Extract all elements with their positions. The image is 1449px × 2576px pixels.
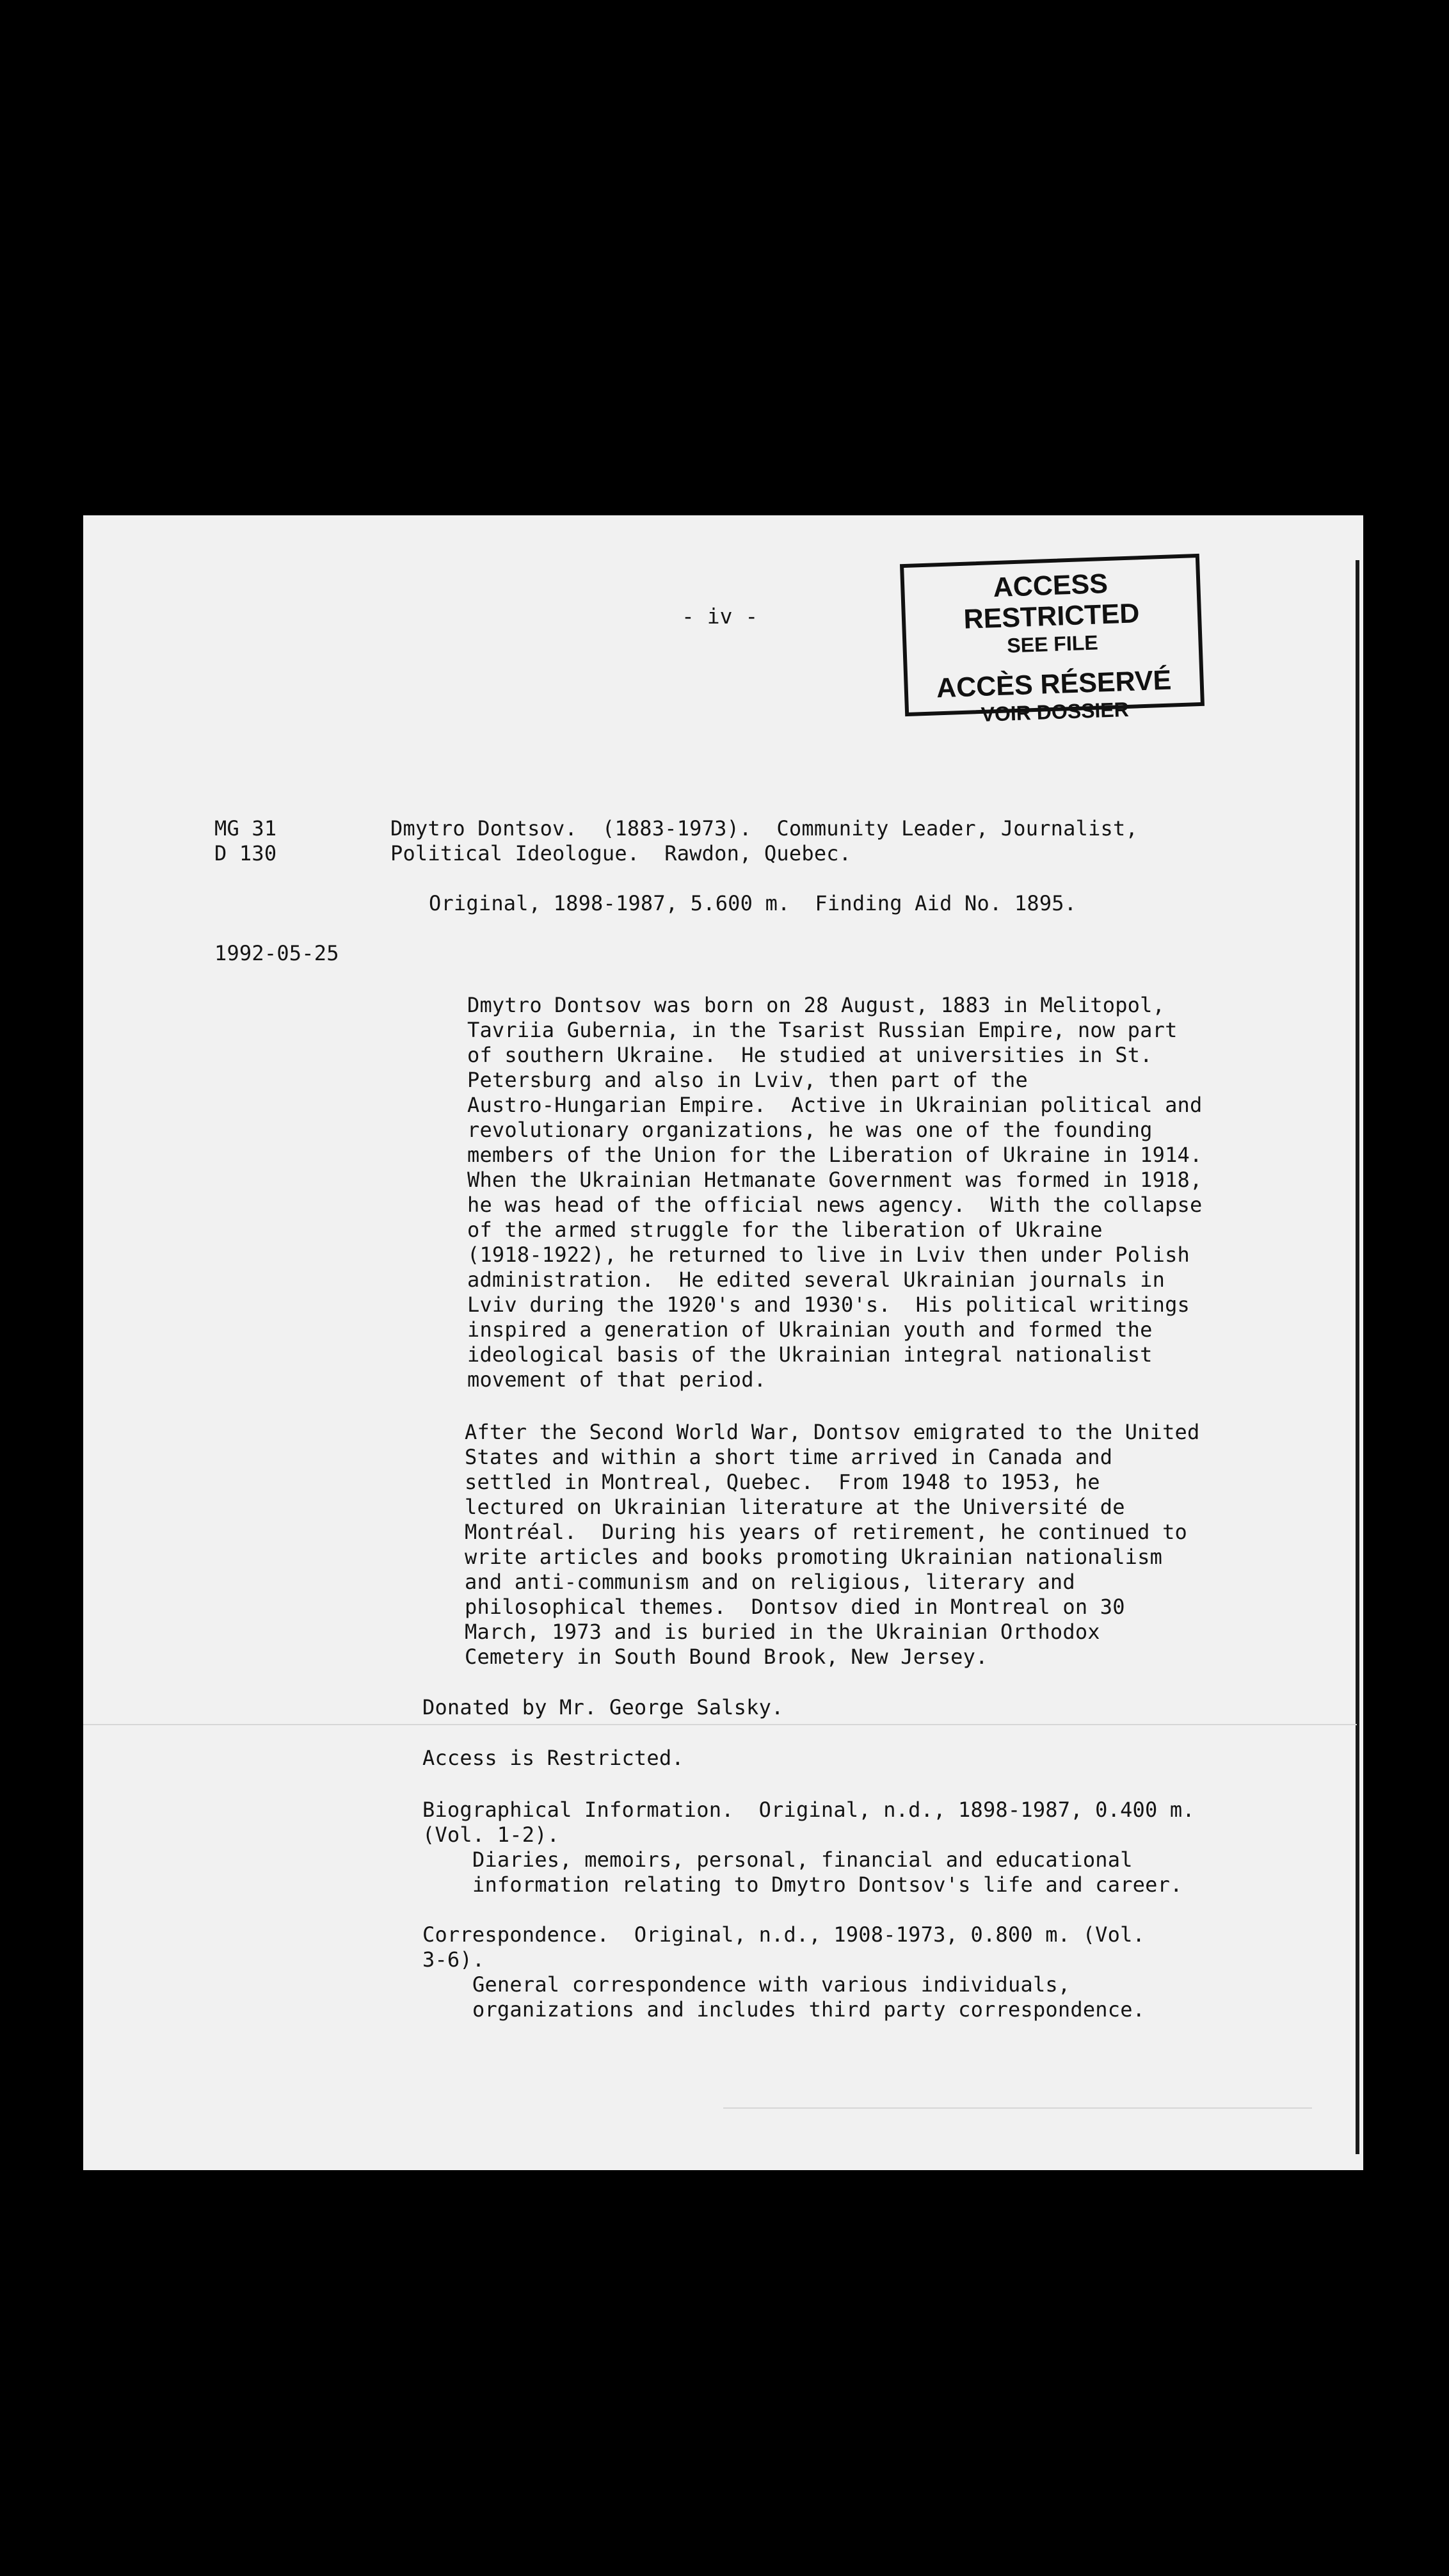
donor-statement: Donated by Mr. George Salsky. <box>422 1695 784 1719</box>
biography-paragraph-2: After the Second World War, Dontsov emigrated to the United States and within a short time arrived in Canada and settled in Montreal, Quebec. From 1948 to 1953, he lectured on Ukrainian literature at the Université de Montréal. During his years of retirement, he continued to write articles and books promoting Ukrainian nationalism and anti-communism and on religious, literary and philosophical themes. Dontsov died in Montreal on 30 March, 1973 and is buried in the Ukrainian Orthodox Cemetery in South Bound Brook, New Jersey. <box>465 1420 1200 1669</box>
fonds-reference: MG 31 D 130 <box>214 816 277 865</box>
series-description-biographical: Diaries, memoirs, personal, financial and educational information relating to Dmytro Dontsov's life and career. <box>472 1847 1183 1897</box>
access-restricted-stamp <box>900 554 1205 726</box>
access-statement: Access is Restricted. <box>422 1746 684 1770</box>
stamp-line-1: ACCESS RESTRICTED <box>963 568 1141 635</box>
extent-statement: Original, 1898-1987, 5.600 m. Finding Aid No. 1895. <box>429 891 1077 915</box>
scan-artifact-line <box>83 1724 1357 1725</box>
document-page <box>83 515 1363 2170</box>
stamp-line-3: ACCÈS RÉSERVÉ <box>936 664 1173 704</box>
fonds-title: Dmytro Dontsov. (1883-1973). Community Leader, Journalist, Political Ideologue. Rawdon, Quebec. <box>390 816 1138 865</box>
description-date: 1992-05-25 <box>214 941 339 965</box>
page-number: - iv - <box>682 604 758 629</box>
stamp-line-4: VOIR DOSSIER <box>981 697 1130 726</box>
biography-paragraph-1: Dmytro Dontsov was born on 28 August, 1883 in Melitopol, Tavriia Gubernia, in the Tsarist Russian Empire, now part of southern Ukraine. He studied at universities in St. Petersburg and also in Lviv, then part of the Austro-Hungarian Empire. Active in Ukrainian political and revolutionary organizations, he was one of the founding members of the Union for the Liberation of Ukraine in 1914. When the Ukrainian Hetmanate Government was formed in 1918, he was head of the official news agency. With the collapse of the armed struggle for the liberation of Ukraine (1918-1922), he returned to live in Lviv then under Polish administration. He edited several Ukrainian journals in Lviv during the 1920's and 1930's. His political writings inspired a generation of Ukrainian youth and formed the ideological basis of the Ukrainian integral nationalist movement of that period. <box>467 993 1203 1392</box>
series-description-correspondence: General correspondence with various individuals, organizations and includes third party correspondence. <box>472 1972 1146 2022</box>
page-edge-shadow <box>1356 560 1359 2154</box>
stamp-line-2: SEE FILE <box>1006 631 1099 657</box>
series-heading-biographical: Biographical Information. Original, n.d., 1898-1987, 0.400 m. (Vol. 1-2). <box>422 1798 1195 1847</box>
scan-artifact-line <box>723 2107 1312 2109</box>
series-heading-correspondence: Correspondence. Original, n.d., 1908-1973, 0.800 m. (Vol. 3-6). <box>422 1922 1146 1972</box>
